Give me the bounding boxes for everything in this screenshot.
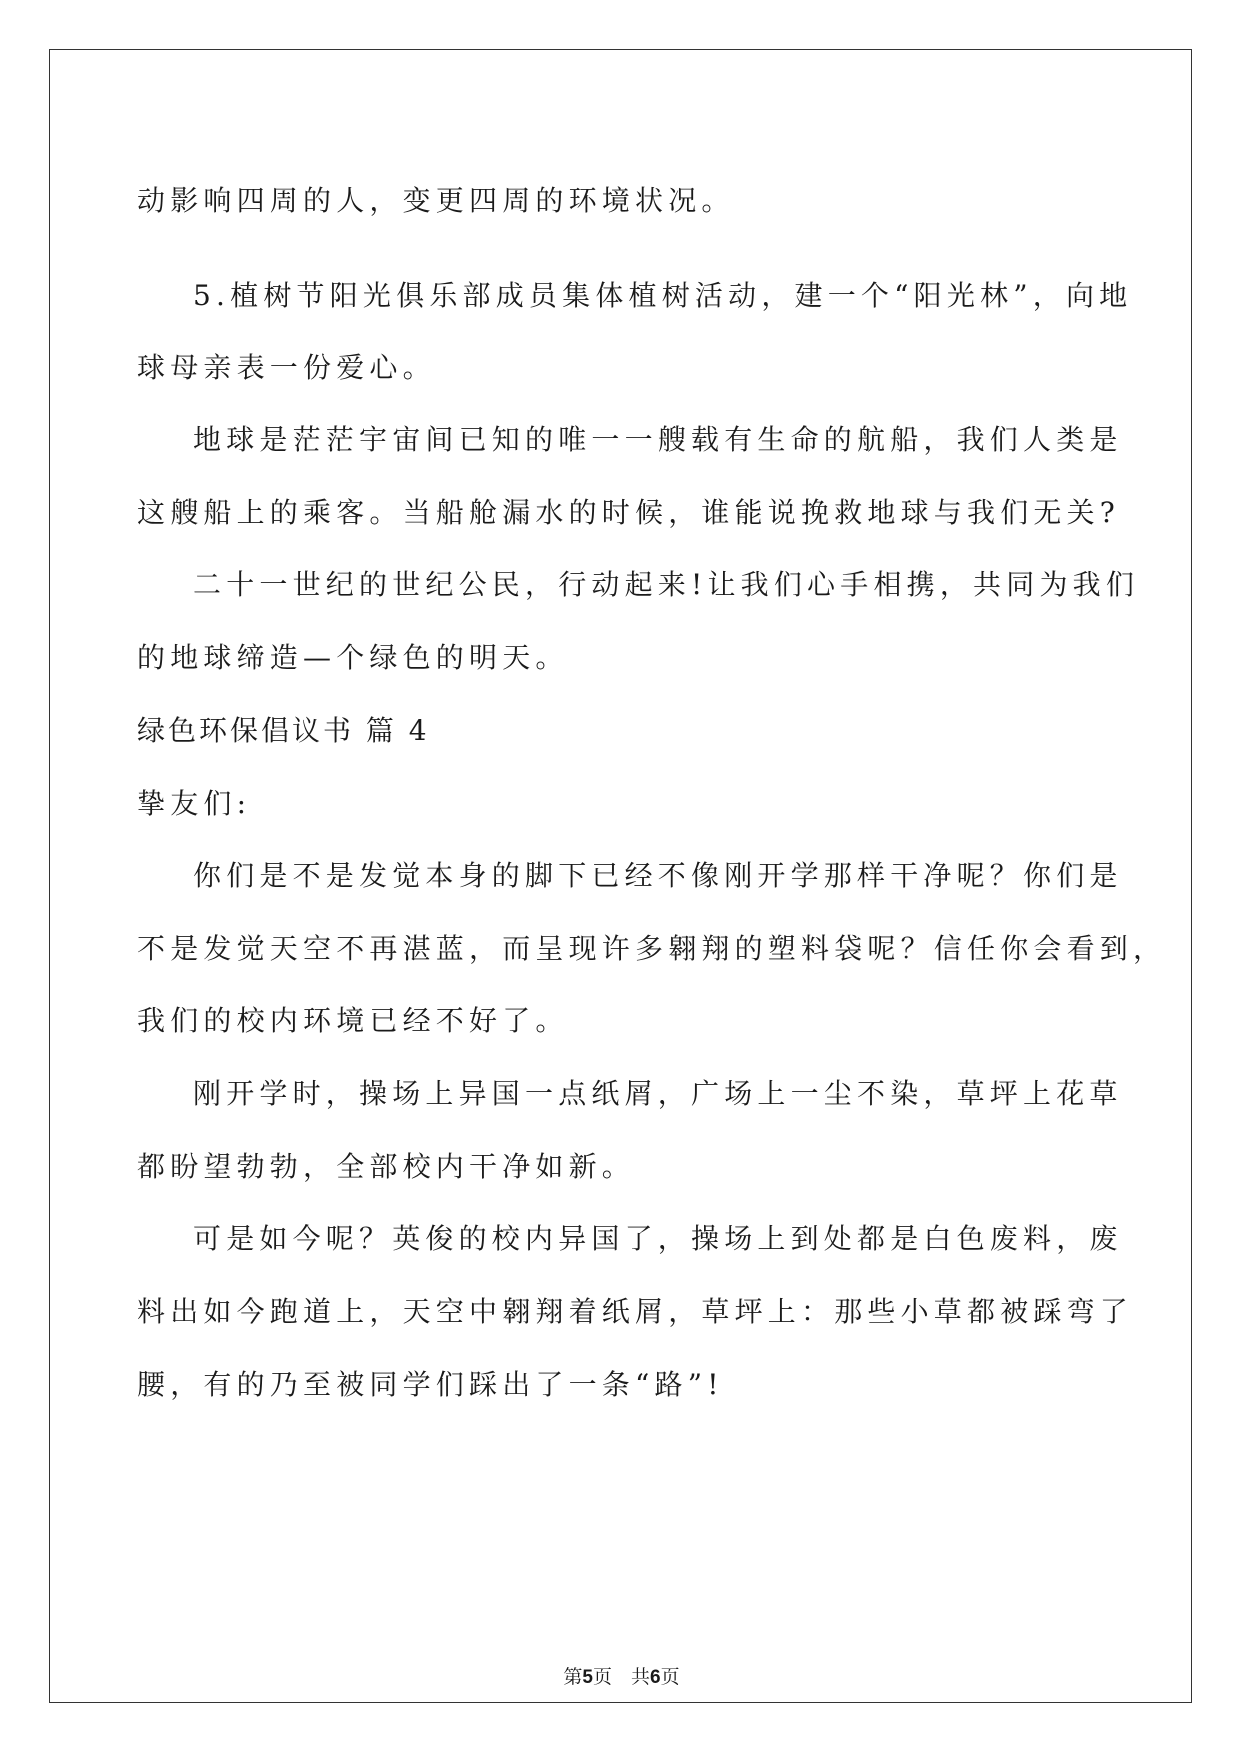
text-line-11: 不是发觉天空不再湛蓝，而呈现许多翱翔的塑料袋呢？信任你会看到，	[137, 932, 1167, 965]
text-line-7: 的地球缔造—个绿色的明天。	[137, 641, 569, 674]
footer-page-suffix: 页	[660, 1666, 680, 1688]
footer-page-mid: 页 共	[592, 1666, 650, 1688]
footer-page-current: 5	[582, 1667, 593, 1688]
text-line-12: 我们的校内环境已经不好了。	[137, 1004, 569, 1037]
text-line-3: 球母亲表一份爱心。	[137, 351, 436, 384]
text-line-1: 动影响四周的人，变更四周的环境状况。	[137, 184, 735, 217]
section-heading: 绿色环保倡议书 篇 4	[137, 714, 430, 747]
page-footer	[50, 1664, 1193, 1691]
footer-page-prefix: 第	[563, 1666, 583, 1688]
text-line-15: 可是如今呢？英俊的校内异国了，操场上到处都是白色废料，废	[193, 1222, 1123, 1255]
text-line-10: 你们是不是发觉本身的脚下已经不像刚开学那样干净呢？你们是	[193, 859, 1123, 892]
text-line-16: 料出如今跑道上，天空中翱翔着纸屑，草坪上：那些小草都被踩弯了	[137, 1295, 1134, 1328]
text-line-2: 5.植树节阳光俱乐部成员集体植树活动，建一个“阳光林”，向地	[193, 279, 1133, 312]
text-line-6: 二十一世纪的世纪公民，行动起来!让我们心手相携，共同为我们	[193, 568, 1140, 601]
text-line-17: 腰，有的乃至被同学们踩出了一条“路”!	[137, 1368, 724, 1401]
footer-page-total: 6	[650, 1667, 661, 1688]
page-frame	[49, 49, 1192, 1703]
text-line-4: 地球是茫茫宇宙间已知的唯一一艘载有生命的航船，我们人类是	[193, 423, 1123, 456]
salutation: 挚友们:	[137, 787, 252, 820]
text-line-5: 这艘船上的乘客。当船舱漏水的时候，谁能说挽救地球与我们无关?	[137, 496, 1121, 529]
text-line-13: 刚开学时，操场上异国一点纸屑，广场上一尘不染，草坪上花草	[193, 1077, 1123, 1110]
text-line-14: 都盼望勃勃，全部校内干净如新。	[137, 1150, 636, 1183]
